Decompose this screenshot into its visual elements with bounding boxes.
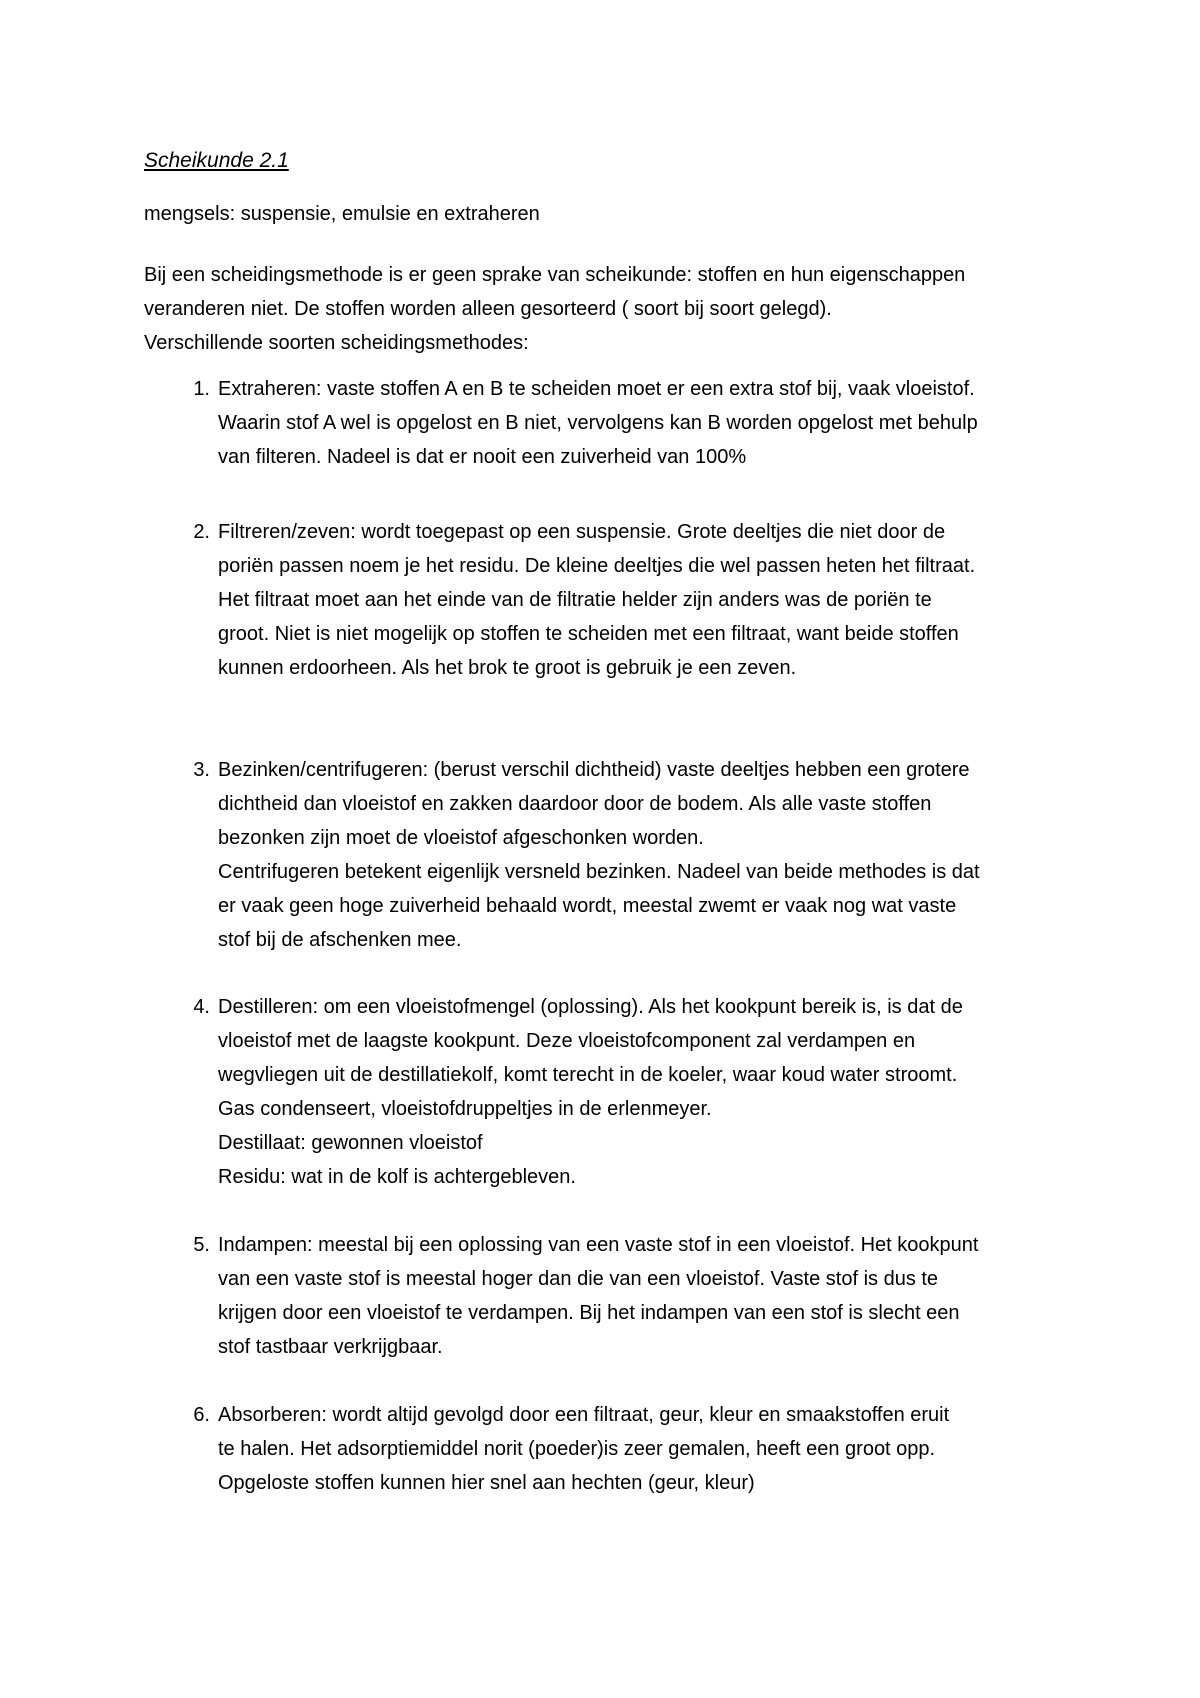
list-item-line: Extraheren: vaste stoffen A en B te scheiden moet er een extra stof bij, vaak vloeistof.	[218, 378, 975, 400]
list-item-text	[218, 753, 1098, 957]
list-item-line: poriën passen noem je het residu. De kleine deeltjes die wel passen heten het filtraat.	[218, 555, 976, 577]
list-item-line: Waarin stof A wel is opgelost en B niet, vervolgens kan B worden opgelost met behulp	[218, 412, 978, 434]
list-item-line: krijgen door een vloeistof te verdampen. Bij het indampen van een stof is slecht een	[218, 1302, 960, 1324]
list-item-line: wegvliegen uit de destillatiekolf, komt terecht in de koeler, waar koud water stroomt.	[218, 1064, 958, 1086]
list-item-line: vloeistof met de laagste kookpunt. Deze vloeistofcomponent zal verdampen en	[218, 1030, 916, 1052]
list-item-line: Centrifugeren betekent eigenlijk versneld bezinken. Nadeel van beide methodes is dat	[218, 861, 980, 883]
list-item-line: Destilleren: om een vloeistofmengel (oplossing). Als het kookpunt bereik is, is dat de	[218, 996, 963, 1018]
list-item-text	[218, 1398, 1098, 1500]
list-item-line: Bezinken/centrifugeren: (berust verschil dichtheid) vaste deeltjes hebben een grotere	[218, 759, 970, 781]
list-item-line: bezonken zijn moet de vloeistof afgeschonken worden.	[218, 827, 704, 849]
list-item-line: Residu: wat in de kolf is achtergebleven.	[218, 1166, 576, 1188]
list-item-line: van filteren. Nadeel is dat er nooit een zuiverheid van 100%	[218, 446, 747, 468]
list-item-text	[218, 1228, 1098, 1364]
document-title: Scheikunde 2.1	[144, 149, 289, 172]
list-item-number: 4.	[193, 996, 210, 1018]
intro-line: Bij een scheidingsmethode is er geen sprake van scheikunde: stoffen en hun eigenschappen	[144, 264, 966, 286]
list-item-line: Destillaat: gewonnen vloeistof	[218, 1132, 483, 1154]
list-item-line: Indampen: meestal bij een oplossing van een vaste stof in een vloeistof. Het kookpunt	[218, 1234, 979, 1256]
list-item-text	[218, 990, 1098, 1194]
list-item-number: 1.	[193, 378, 210, 400]
list-item-line: van een vaste stof is meestal hoger dan die van een vloeistof. Vaste stof is dus te	[218, 1268, 939, 1290]
list-item-line: dichtheid dan vloeistof en zakken daardoor door de bodem. Als alle vaste stoffen	[218, 793, 932, 815]
list-item-line: Opgeloste stoffen kunnen hier snel aan hechten (geur, kleur)	[218, 1472, 755, 1494]
list-item-line: groot. Niet is niet mogelijk op stoffen te scheiden met een filtraat, want beide stoffen	[218, 623, 959, 645]
intro-line: veranderen niet. De stoffen worden alleen gesorteerd ( soort bij soort gelegd).	[144, 298, 832, 320]
list-item-line: kunnen erdoorheen. Als het brok te groot is gebruik je een zeven.	[218, 657, 797, 679]
list-item-line: er vaak geen hoge zuiverheid behaald wordt, meestal zwemt er vaak nog wat vaste	[218, 895, 957, 917]
list-item-line: te halen. Het adsorptiemiddel norit (poeder)is zeer gemalen, heeft een groot opp.	[218, 1438, 936, 1460]
list-item-text	[218, 515, 1098, 685]
list-item-number: 2.	[193, 521, 210, 543]
list-item-number: 6.	[193, 1404, 210, 1426]
document-subtitle: mengsels: suspensie, emulsie en extraheren	[144, 203, 540, 225]
intro-paragraph	[144, 258, 1074, 360]
list-item-number: 3.	[193, 759, 210, 781]
list-item-text	[218, 372, 1098, 474]
list-item-line: Absorberen: wordt altijd gevolgd door een filtraat, geur, kleur en smaakstoffen eruit	[218, 1404, 950, 1426]
list-item-line: stof tastbaar verkrijgbaar.	[218, 1336, 443, 1358]
list-item-line: stof bij de afschenken mee.	[218, 929, 462, 951]
list-item-line: Gas condenseert, vloeistofdruppeltjes in de erlenmeyer.	[218, 1098, 712, 1120]
intro-line: Verschillende soorten scheidingsmethodes:	[144, 332, 529, 354]
list-item-line: Filtreren/zeven: wordt toegepast op een suspensie. Grote deeltjes die niet door de	[218, 521, 946, 543]
list-item-line: Het filtraat moet aan het einde van de filtratie helder zijn anders was de poriën te	[218, 589, 932, 611]
list-item-number: 5.	[193, 1234, 210, 1256]
